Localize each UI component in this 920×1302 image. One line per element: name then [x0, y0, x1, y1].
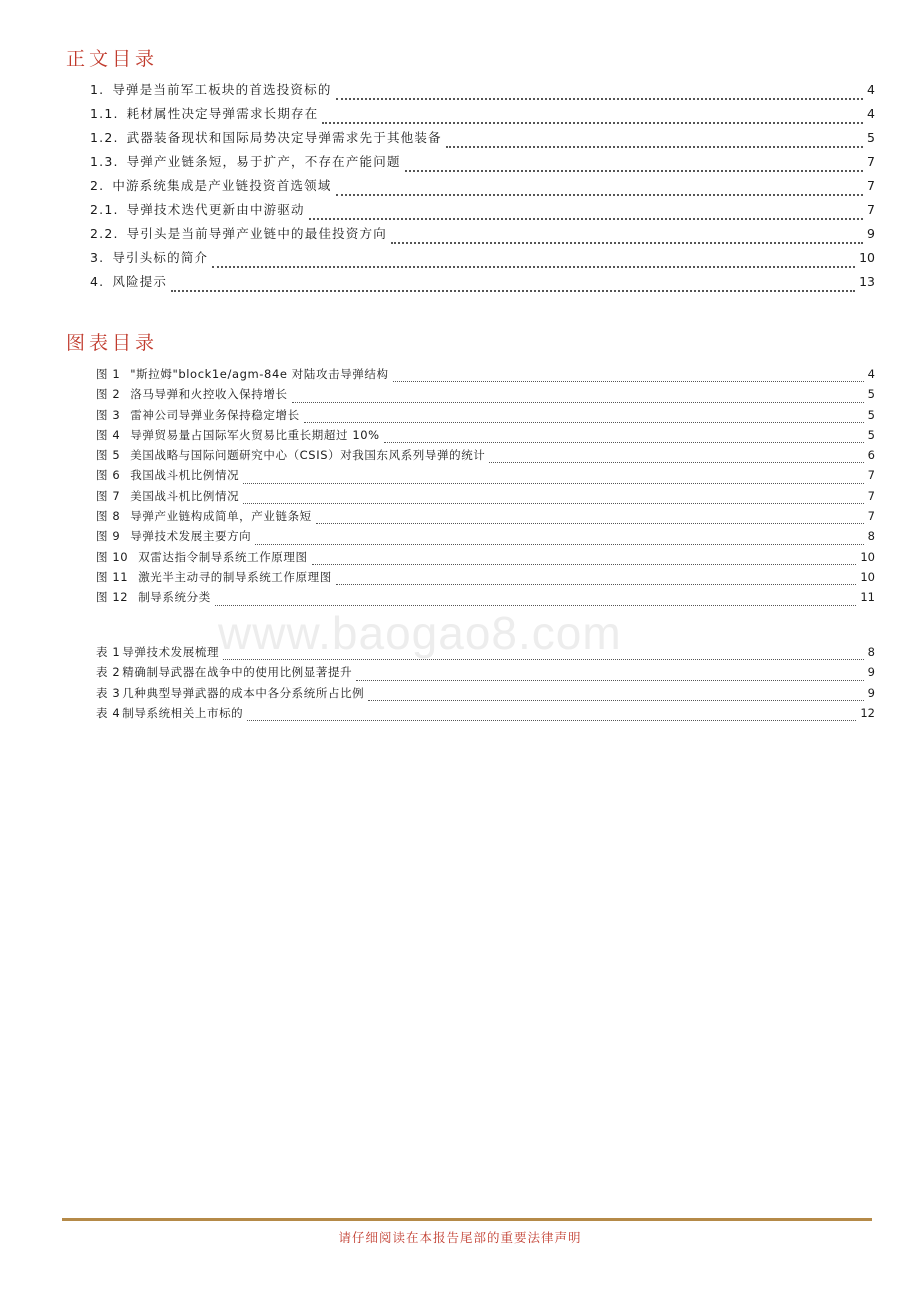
dot-leader — [309, 217, 863, 220]
figure-page: 5 — [867, 387, 875, 402]
toc-entry-number: 4. — [90, 274, 105, 289]
figure-title: 导弹产业链构成简单，产业链条短 — [130, 509, 312, 524]
toc-entry-number: 1.2. — [90, 130, 119, 145]
figure-toc-entry[interactable] — [96, 569, 875, 589]
toc-entry-number: 2.1. — [90, 202, 119, 217]
figure-page: 7 — [867, 488, 875, 503]
dot-leader — [356, 679, 863, 681]
dot-leader — [405, 169, 863, 172]
table-title: 制导系统相关上市标的 — [122, 705, 244, 720]
figure-title: 双雷达指令制导系统工作原理图 — [138, 549, 308, 564]
figure-toc-entry[interactable] — [96, 407, 875, 427]
dot-leader — [384, 441, 864, 443]
figure-page: 8 — [867, 529, 875, 544]
toc-entry-page: 5 — [867, 130, 875, 145]
table-number: 表 4 — [96, 705, 121, 720]
toc-entry-page: 4 — [867, 82, 875, 97]
figure-title: 洛马导弹和火控收入保持增长 — [130, 387, 288, 402]
dot-leader — [212, 265, 855, 268]
main-toc-list — [90, 80, 875, 296]
figure-number: 图 11 — [96, 569, 129, 584]
toc-entry-page: 7 — [867, 154, 875, 169]
table-page: 9 — [867, 685, 875, 700]
figure-page: 5 — [867, 427, 875, 442]
dot-leader — [316, 522, 864, 524]
table-page: 12 — [860, 705, 875, 720]
toc-entry-title: 风险提示 — [112, 274, 168, 289]
figure-title: 雷神公司导弹业务保持稳定增长 — [130, 407, 300, 422]
toc-entry-page: 9 — [867, 226, 875, 241]
figure-page: 11 — [860, 590, 875, 605]
figure-title: 导弹贸易量占国际军火贸易比重长期超过 10% — [130, 427, 380, 442]
figure-number: 图 7 — [96, 488, 121, 503]
table-toc-entry[interactable] — [96, 664, 875, 684]
dot-leader — [368, 699, 863, 701]
dot-leader — [292, 401, 864, 403]
dot-leader — [336, 583, 857, 585]
dot-leader — [393, 380, 864, 382]
footer-divider — [62, 1218, 872, 1221]
toc-entry[interactable] — [90, 104, 875, 128]
toc-entry-page: 13 — [859, 274, 875, 289]
dot-leader — [171, 289, 855, 292]
toc-entry[interactable] — [90, 152, 875, 176]
figure-title: 导弹技术发展主要方向 — [130, 529, 252, 544]
figure-page: 5 — [867, 407, 875, 422]
figure-toc-entry[interactable] — [96, 528, 875, 548]
dot-leader — [391, 241, 863, 244]
toc-entry-title: 耗材属性决定导弹需求长期存在 — [126, 106, 319, 121]
figure-page: 7 — [867, 468, 875, 483]
toc-entry[interactable] — [90, 176, 875, 200]
figure-number: 图 8 — [96, 509, 121, 524]
figure-toc-list — [96, 366, 875, 610]
table-number: 表 2 — [96, 665, 121, 680]
figure-toc-entry[interactable] — [96, 386, 875, 406]
dot-leader — [243, 502, 863, 504]
figure-number: 图 5 — [96, 448, 121, 463]
dot-leader — [243, 482, 863, 484]
figure-title: 美国战略与国际问题研究中心（CSIS）对我国东风系列导弹的统计 — [130, 448, 486, 463]
table-toc-entry[interactable] — [96, 705, 875, 725]
toc-entry-title: 中游系统集成是产业链投资首选领域 — [112, 178, 332, 193]
table-number: 表 3 — [96, 685, 121, 700]
toc-entry-number: 2. — [90, 178, 105, 193]
toc-entry-title: 武器装备现状和国际局势决定导弹需求先于其他装备 — [126, 130, 442, 145]
toc-entry-title: 导弹是当前军工板块的首选投资标的 — [112, 82, 332, 97]
dot-leader — [336, 193, 864, 196]
toc-entry-title: 导引头是当前导弹产业链中的最佳投资方向 — [126, 226, 387, 241]
footer-disclaimer: 请仔细阅读在本报告尾部的重要法律声明 — [338, 1230, 582, 1245]
figure-number: 图 10 — [96, 549, 129, 564]
toc-entry[interactable] — [90, 200, 875, 224]
toc-entry[interactable] — [90, 272, 875, 296]
table-toc-entry[interactable] — [96, 685, 875, 705]
table-page: 8 — [867, 645, 875, 659]
watermark: www.baogao8.com — [218, 607, 622, 659]
figure-number: 图 12 — [96, 590, 129, 605]
toc-entry-page: 7 — [867, 202, 875, 217]
figure-toc-entry[interactable] — [96, 549, 875, 569]
figure-title: 制导系统分类 — [138, 590, 211, 605]
figure-page: 10 — [860, 569, 875, 584]
table-title: 导弹技术发展梳理 — [122, 645, 220, 659]
toc-entry-number: 1.3. — [90, 154, 119, 169]
table-title: 几种典型导弹武器的成本中各分系统所占比例 — [122, 685, 365, 700]
dot-leader — [223, 658, 864, 660]
dot-leader — [336, 97, 864, 100]
dot-leader — [446, 145, 863, 148]
figure-page: 6 — [867, 448, 875, 463]
dot-leader — [489, 461, 863, 463]
figure-toc-entry[interactable] — [96, 447, 875, 467]
figure-title: "斯拉姆"block1e/agm-84e 对陆攻击导弹结构 — [130, 367, 389, 381]
figure-number: 图 2 — [96, 387, 121, 402]
figure-number: 图 4 — [96, 427, 121, 442]
figure-page: 7 — [867, 509, 875, 524]
toc-entry-title: 导弹技术迭代更新由中游驱动 — [126, 202, 305, 217]
figure-number: 图 1 — [96, 367, 121, 381]
figure-toc-entry[interactable] — [96, 427, 875, 447]
figure-number: 图 3 — [96, 407, 121, 422]
toc-entry-page: 4 — [867, 106, 875, 121]
figure-number: 图 6 — [96, 468, 121, 483]
figure-toc-entry[interactable] — [96, 488, 875, 508]
main-toc-heading: 正文目录 — [66, 48, 159, 70]
figure-number: 图 9 — [96, 529, 121, 544]
dot-leader — [255, 543, 863, 545]
dot-leader — [247, 719, 856, 721]
toc-entry-page: 10 — [859, 250, 875, 265]
table-toc-entry[interactable] — [96, 644, 875, 664]
dot-leader — [304, 421, 864, 423]
figure-page: 4 — [867, 367, 875, 381]
toc-entry-number: 2.2. — [90, 226, 119, 241]
table-number: 表 1 — [96, 645, 121, 659]
toc-entry-number: 1. — [90, 82, 105, 97]
toc-entry[interactable] — [90, 128, 875, 152]
figure-title: 美国战斗机比例情况 — [130, 488, 240, 503]
table-page: 9 — [867, 665, 875, 680]
table-title: 精确制导武器在战争中的使用比例显著提升 — [122, 665, 353, 680]
figure-toc-entry[interactable] — [96, 366, 875, 386]
figure-toc-heading: 图表目录 — [66, 332, 159, 354]
figure-title: 我国战斗机比例情况 — [130, 468, 240, 483]
figure-toc-entry[interactable] — [96, 467, 875, 487]
toc-entry[interactable] — [90, 80, 875, 104]
toc-entry-number: 1.1. — [90, 106, 119, 121]
toc-entry-number: 3. — [90, 250, 105, 265]
table-toc-list — [96, 644, 875, 725]
toc-entry-page: 7 — [867, 178, 875, 193]
figure-title: 激光半主动寻的制导系统工作原理图 — [138, 569, 332, 584]
toc-entry-title: 导弹产业链条短，易于扩产，不存在产能问题 — [126, 154, 401, 169]
figure-toc-entry[interactable] — [96, 508, 875, 528]
dot-leader — [312, 563, 857, 565]
toc-entry[interactable] — [90, 224, 875, 248]
dot-leader — [322, 121, 863, 124]
figure-page: 10 — [860, 549, 875, 564]
toc-entry-title: 导引头标的简介 — [112, 250, 209, 265]
toc-entry[interactable] — [90, 248, 875, 272]
